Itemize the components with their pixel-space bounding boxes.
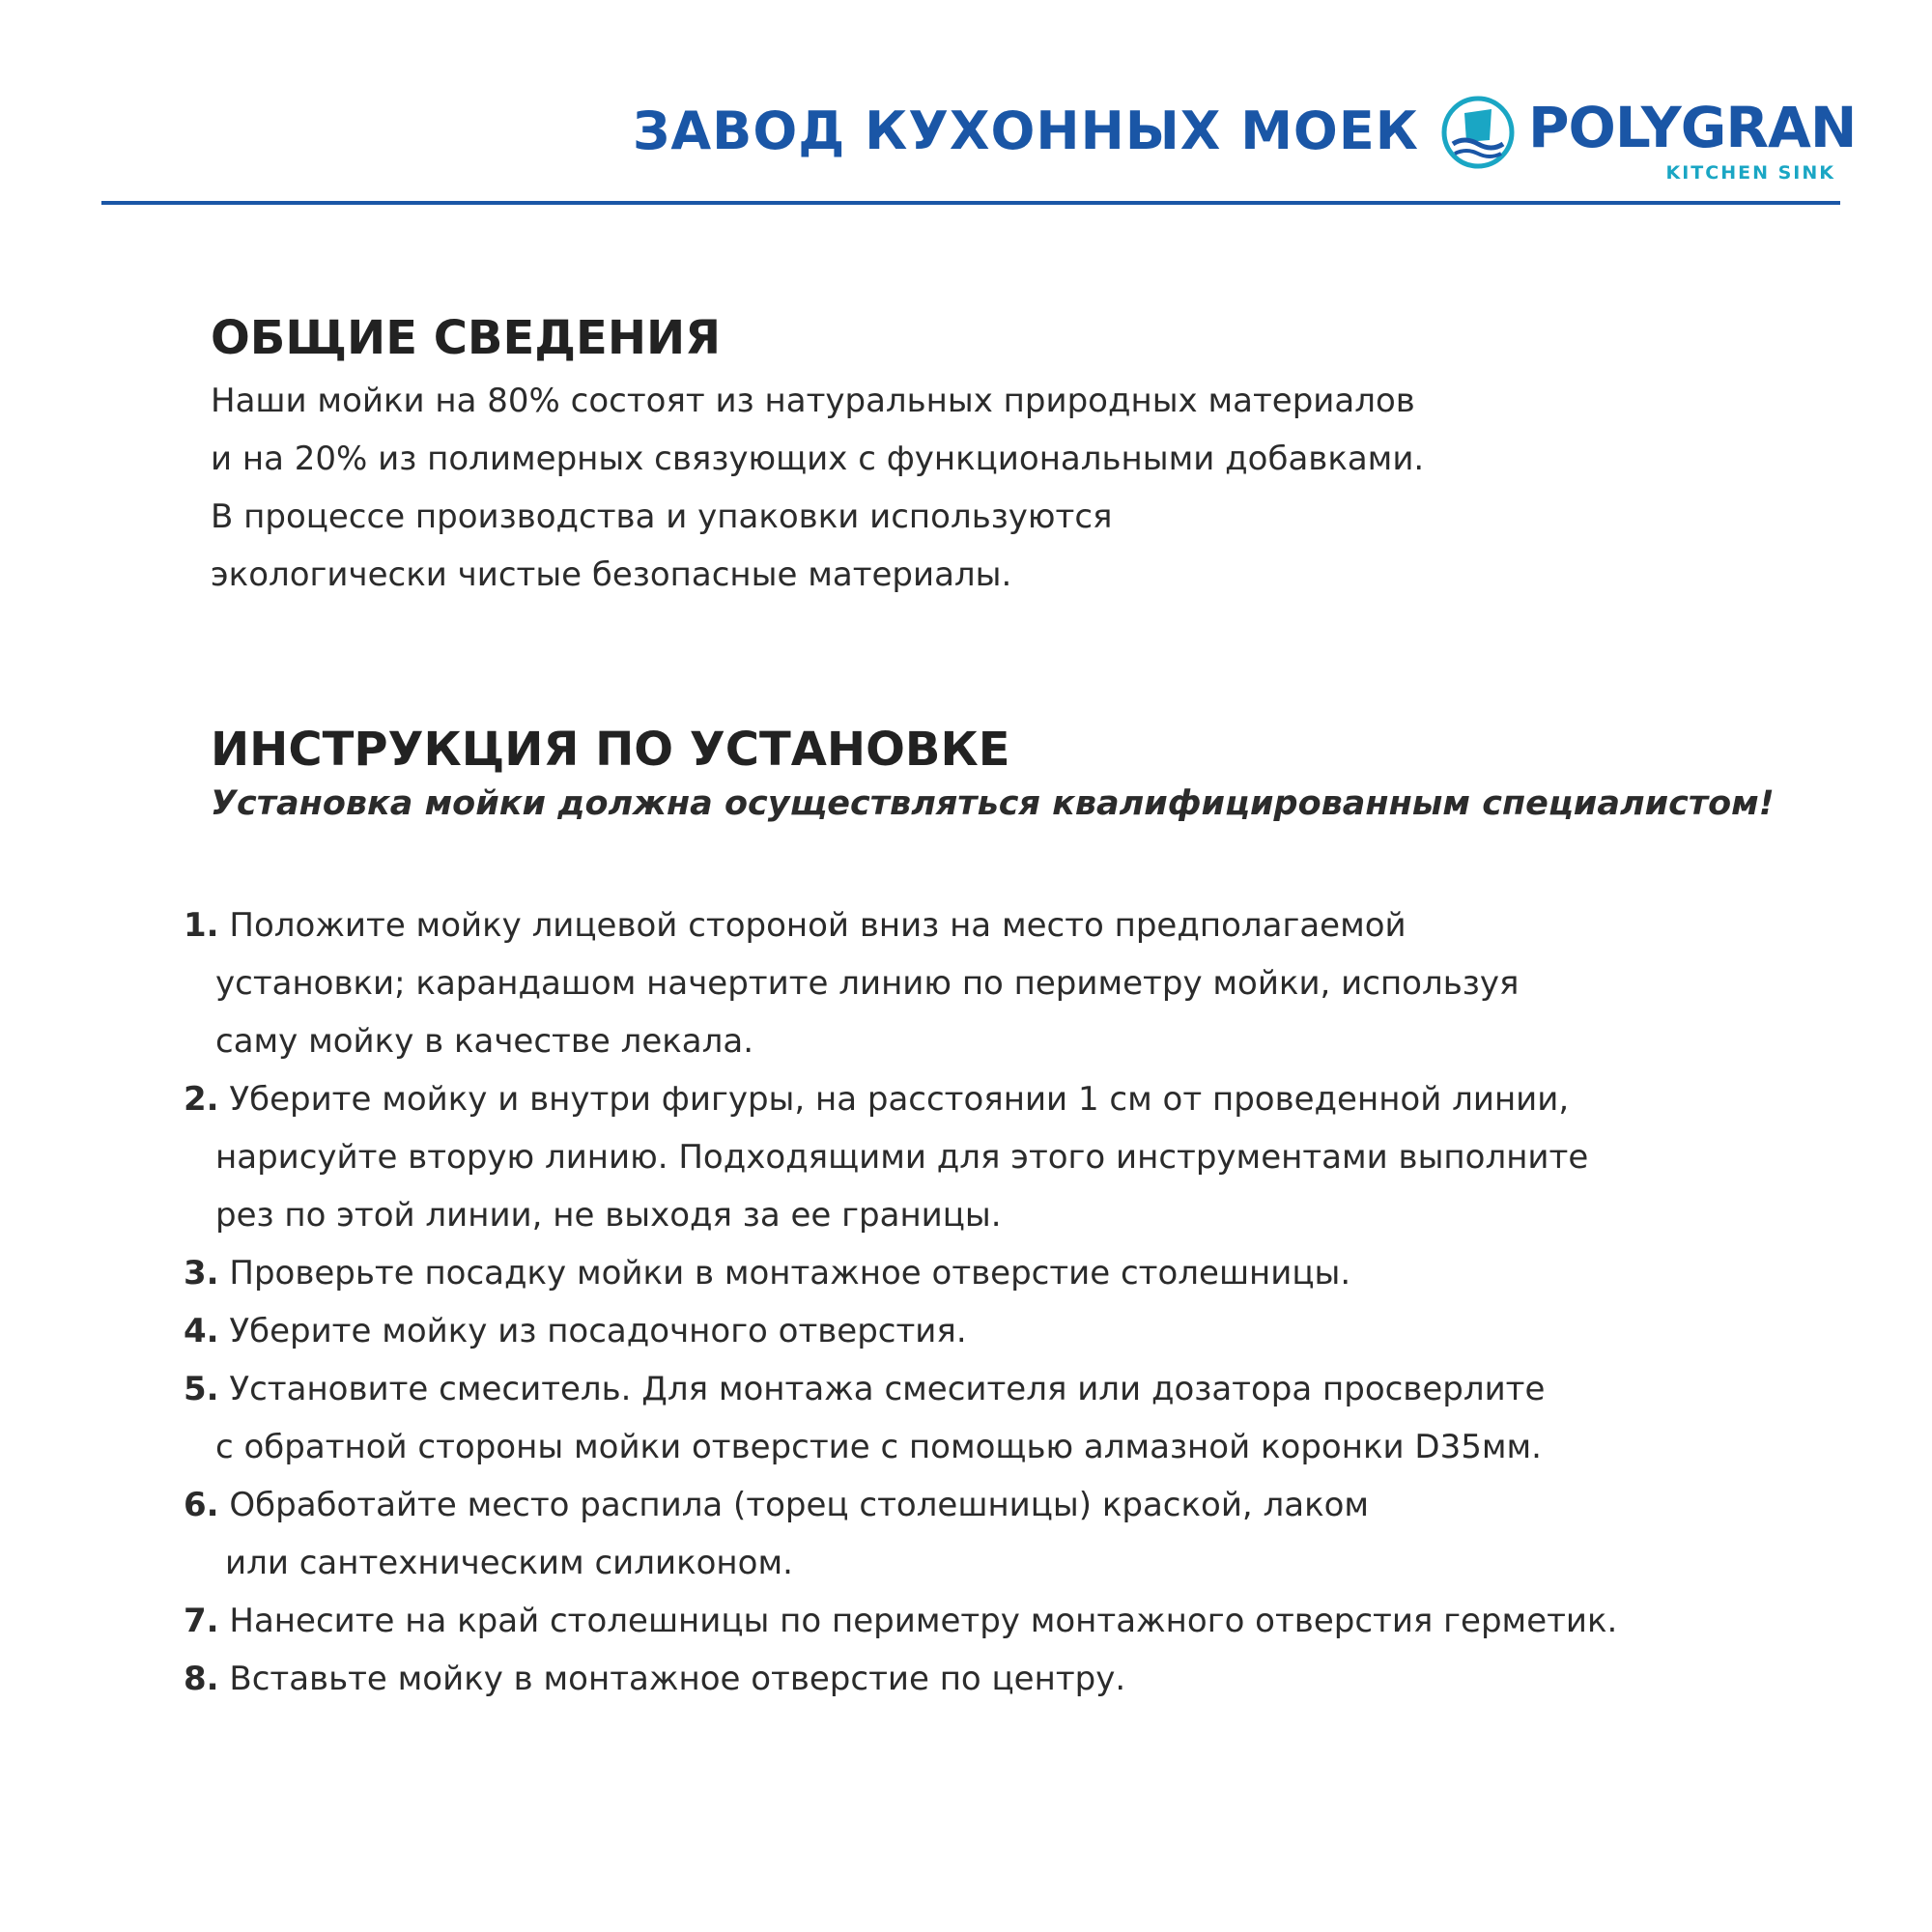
install-section-title: ИНСТРУКЦИЯ ПО УСТАНОВКЕ (211, 723, 1010, 777)
list-item: 1. Положите мойку лицевой стороной вниз на место предполагаемой установки; карандашом начертите линию по периметру мойки, используя саму мойку в качестве лекала. (184, 906, 1520, 1061)
list-item: 6. Обработайте место распила (торец столешницы) краской, лаком или сантехническим силиконом. (184, 1486, 1370, 1582)
step-number: 7. (184, 1602, 219, 1640)
list-item: 4. Уберите мойку из посадочного отверстия. (184, 1312, 967, 1350)
brand-name: POLYGRAN (1528, 95, 1857, 160)
general-line: экологически чистые безопасные материалы. (211, 555, 1012, 594)
general-line: В процессе производства и упаковки используются (211, 497, 1113, 536)
install-warning: Установка мойки должна осуществляться квалифицированным специалистом! (211, 784, 1775, 823)
step-number: 6. (184, 1486, 219, 1524)
sail-wave-icon (1439, 94, 1517, 171)
step-number: 3. (184, 1254, 219, 1293)
step-number: 5. (184, 1370, 219, 1408)
install-steps-list (184, 896, 1617, 1708)
general-line: Наши мойки на 80% состоят из натуральных природных материалов (211, 382, 1415, 420)
step-number: 8. (184, 1660, 219, 1698)
step-number: 2. (184, 1080, 219, 1119)
general-paragraph (211, 372, 1424, 604)
general-line: и на 20% из полимерных связующих с функциональными добавками. (211, 440, 1425, 478)
list-item: 5. Установите смеситель. Для монтажа смесителя или дозатора просверлите с обратной стороны мойки отверстие с помощью алмазной коронки D35мм. (184, 1370, 1546, 1466)
list-item: 7. Нанесите на край столешницы по периметру монтажного отверстия герметик. (184, 1602, 1618, 1640)
brand-logo (1439, 89, 1857, 190)
page-title: ЗАВОД КУХОННЫХ МОЕК (633, 100, 1419, 161)
list-item: 3. Проверьте посадку мойки в монтажное отверстие столешницы. (184, 1254, 1351, 1293)
header-divider (101, 201, 1840, 205)
step-number: 4. (184, 1312, 219, 1350)
general-section-title: ОБЩИЕ СВЕДЕНИЯ (211, 311, 722, 365)
list-item: 2. Уберите мойку и внутри фигуры, на расстоянии 1 см от проведенной линии, нарисуйте вторую линию. Подходящими для этого инструментами выполните рез по этой линии, не выходя за ее границы. (184, 1080, 1589, 1235)
brand-tagline: KITCHEN SINK (1665, 162, 1835, 184)
step-number: 1. (184, 906, 219, 945)
list-item: 8. Вставьте мойку в монтажное отверстие по центру. (184, 1660, 1126, 1698)
